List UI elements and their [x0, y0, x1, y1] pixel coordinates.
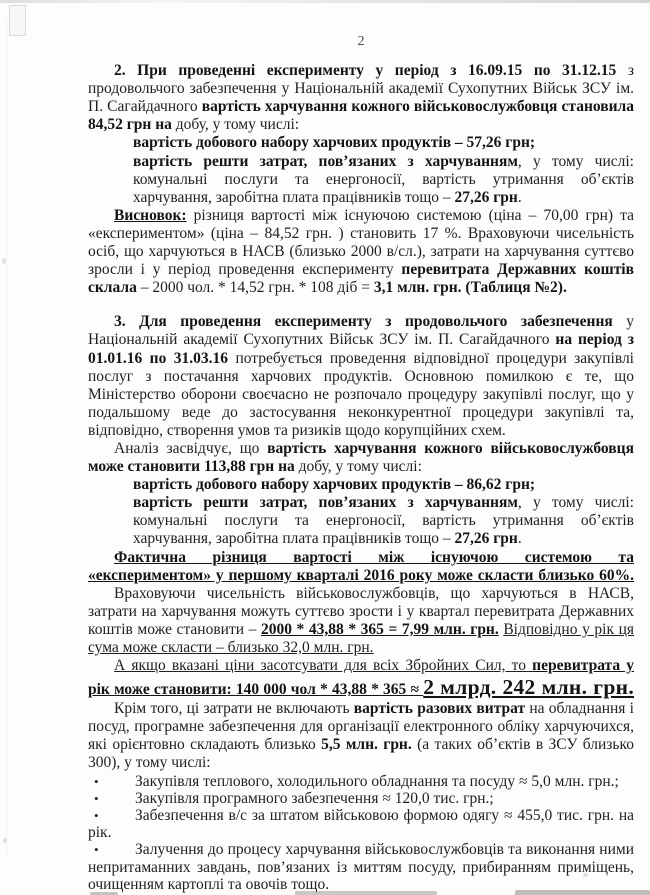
- bullet-icon: •: [94, 773, 99, 789]
- text-run: добу, у тому числі:: [294, 458, 422, 476]
- text-run: Фактична різниця вартості між існуючою системою та: [114, 548, 634, 566]
- text-run: Висновок:: [114, 206, 187, 224]
- text-run: вартість добового набору харчових продуктів – 57,26 грн;: [133, 134, 536, 152]
- text-run: Крім того, ці затрати не включають: [114, 700, 354, 718]
- text-run: вартість решти затрат, пов’язаних з харчуванням: [133, 152, 518, 170]
- scan-artifact-left-fold-line: [6, 18, 7, 855]
- text-run: потребується проведення відповідної процедури закупівлі послуг з постачання харчових продуктів. Основною помилкою є те, що Міністерство оборони своєчасно не розпочало процедуру закупівлі послуг, що у подальшому веде до застосування неконкурентної процедури закупівлі та, відповідно, створення умов та ризиків щодо корупційних схем.: [88, 349, 634, 439]
- text-run: вартість добового набору харчових продуктів – 86,62 грн;: [133, 476, 536, 494]
- paragraph-3-intro: [88, 313, 634, 440]
- document-body: [88, 62, 634, 893]
- text-run: різниця вартості між існуючою системою (ціна – 70,00 грн) та «експериментом» (ціна – 84,52 грн. ) становить 17 %. Враховуючи чисельність осіб, що харчуються в НАСВ (близько 2000 в/сл.), затрати на харчування суттєво зросли і у період проведення експерименту: [88, 206, 634, 279]
- text-run: перевитрата Державних коштів склала: [88, 261, 634, 297]
- scan-artifact-smudge: [3, 838, 7, 843]
- text-run: 2 млрд. 242 млн. грн.: [423, 675, 634, 700]
- text-run: 2. При проведенні експерименту у період з 16.09.15 по 31.12.15: [114, 62, 617, 80]
- text-run: 5,5 млн. грн.: [321, 736, 412, 754]
- text-run: вартість разових витрат: [353, 700, 526, 718]
- text-run: 27,26 грн: [454, 188, 518, 206]
- overspending-year-line-2: [88, 675, 634, 700]
- text-run: у Національній академії Сухопутних Військ ЗСУ ім. П. Сагайдачного: [88, 313, 635, 349]
- text-run: – 2000 чол. * 14,52 грн. * 108 діб =: [136, 279, 374, 297]
- text-run: Закупівля програмного забезпечення ≈ 120,0 тис. грн.;: [135, 789, 494, 807]
- text-run: рік може становити: 140 000 чол * 43,88 * 365 ≈: [88, 681, 424, 699]
- underlined-statement-line-2: [88, 567, 634, 585]
- paragraph-2-intro: [88, 62, 634, 134]
- conclusion-paragraph: [88, 207, 634, 297]
- text-run: А якщо вказані ціни засотсувати для всіх Збройних Сил, то: [114, 657, 533, 675]
- text-run: вартість решти затрат, пов’язаних з харчуванням: [133, 494, 518, 512]
- text-run: , у тому числі: комунальні послуги та енергоносії, вартість утримання об’єктів харчування, заробітна плата працівників тощо –: [133, 494, 634, 548]
- text-run: на період з 01.01.16 по 31.03.16: [88, 331, 634, 367]
- page-number: 2: [357, 34, 365, 49]
- bullet-software-purchase: [88, 790, 634, 807]
- text-run: 3. Для проведення експерименту з продовольчого забезпечення: [114, 313, 613, 331]
- text-run: вартість харчування кожного військовослужбовця може становити 113,88 грн на: [88, 439, 634, 476]
- analysis-paragraph: [88, 440, 634, 476]
- cost-item-daily-products-2016: [133, 476, 634, 494]
- text-run: Закупівля теплового, холодильного обладнання та посуду ≈ 5,0 млн. грн.;: [135, 772, 619, 790]
- cost-item-other-expenses-2015: [133, 153, 634, 207]
- text-run: Відповідно у рік ця сума може скласти – близько 32,0 млн. грн.: [88, 620, 634, 656]
- text-run: 3,1 млн. грн. (Таблиця №2).: [373, 279, 567, 297]
- text-run: Залучення до процесу харчування військовослужбовців та виконання ними непритаманних завдань, пов’язаних із миттям посуду, прибиранням приміщень, очищенням картоплі та овочів тощо.: [88, 841, 634, 893]
- overspending-quarter-paragraph: [88, 585, 634, 657]
- text-run: 2000 * 43,88 * 365 = 7,99 млн. грн.: [260, 620, 499, 638]
- bullet-icon: •: [94, 807, 99, 823]
- text-run: .: [517, 530, 522, 548]
- text-run: Враховуючи чисельність військовослужбовців, що харчуються в НАСВ, затрати на харчування можуть суттєво зрости і у квартал перевитрата Державних коштів може становити –: [88, 584, 634, 638]
- overspending-year-line-1: [88, 657, 634, 675]
- text-run: .: [517, 188, 522, 206]
- bullet-uniform-provision: [88, 807, 634, 841]
- bullet-icon: •: [94, 790, 99, 806]
- scan-artifact-top-edge: [0, 0, 650, 3]
- bullet-equipment-purchase: [88, 773, 634, 790]
- cost-item-other-expenses-2016: [133, 494, 634, 548]
- text-run: Аналіз засвідчує, що: [114, 439, 268, 457]
- text-run: перевитрата у: [532, 657, 635, 675]
- bullet-icon: •: [94, 842, 99, 858]
- bullet-personnel-involvement: [88, 841, 634, 893]
- scan-artifact-smudge: [2, 258, 6, 264]
- text-run: 27,26 грн: [454, 530, 518, 548]
- one-time-costs-paragraph: [88, 700, 634, 772]
- underlined-statement-line-1: [88, 549, 634, 567]
- document-text-block: [88, 33, 634, 893]
- text-run: вартість харчування кожного військовослужбовця становила 84,52 грн на: [88, 98, 635, 134]
- scan-artifact-corner-mark: [9, 5, 26, 36]
- cost-item-daily-products-2015: [133, 134, 634, 152]
- text-run: (а таких об’єктів в ЗСУ близько 300), у тому числі:: [88, 736, 634, 772]
- text-run: , у тому числі: комунальні послуги та енергоносії, вартість утримання об’єктів харчування, заробітна плата працівників тощо –: [133, 152, 634, 206]
- text-run: на обладнання і посуд, програмне забезпечення для організації електронного обліку харчуючихся, які орієнтовно складають близько: [88, 700, 634, 754]
- text-run: добу, у тому числі:: [171, 116, 300, 134]
- text-run: з продовольчого забезпечення у Національній академії Сухопутних Військ ЗСУ ім. П. Сагайдачного: [88, 62, 634, 116]
- text-run: «експериментом» у першому кварталі 2016 року може скласти близько 60%.: [88, 566, 634, 584]
- text-run: Забезпечення в/с за штатом військовою формою одягу ≈ 455,0 тис. грн. на рік.: [88, 806, 634, 842]
